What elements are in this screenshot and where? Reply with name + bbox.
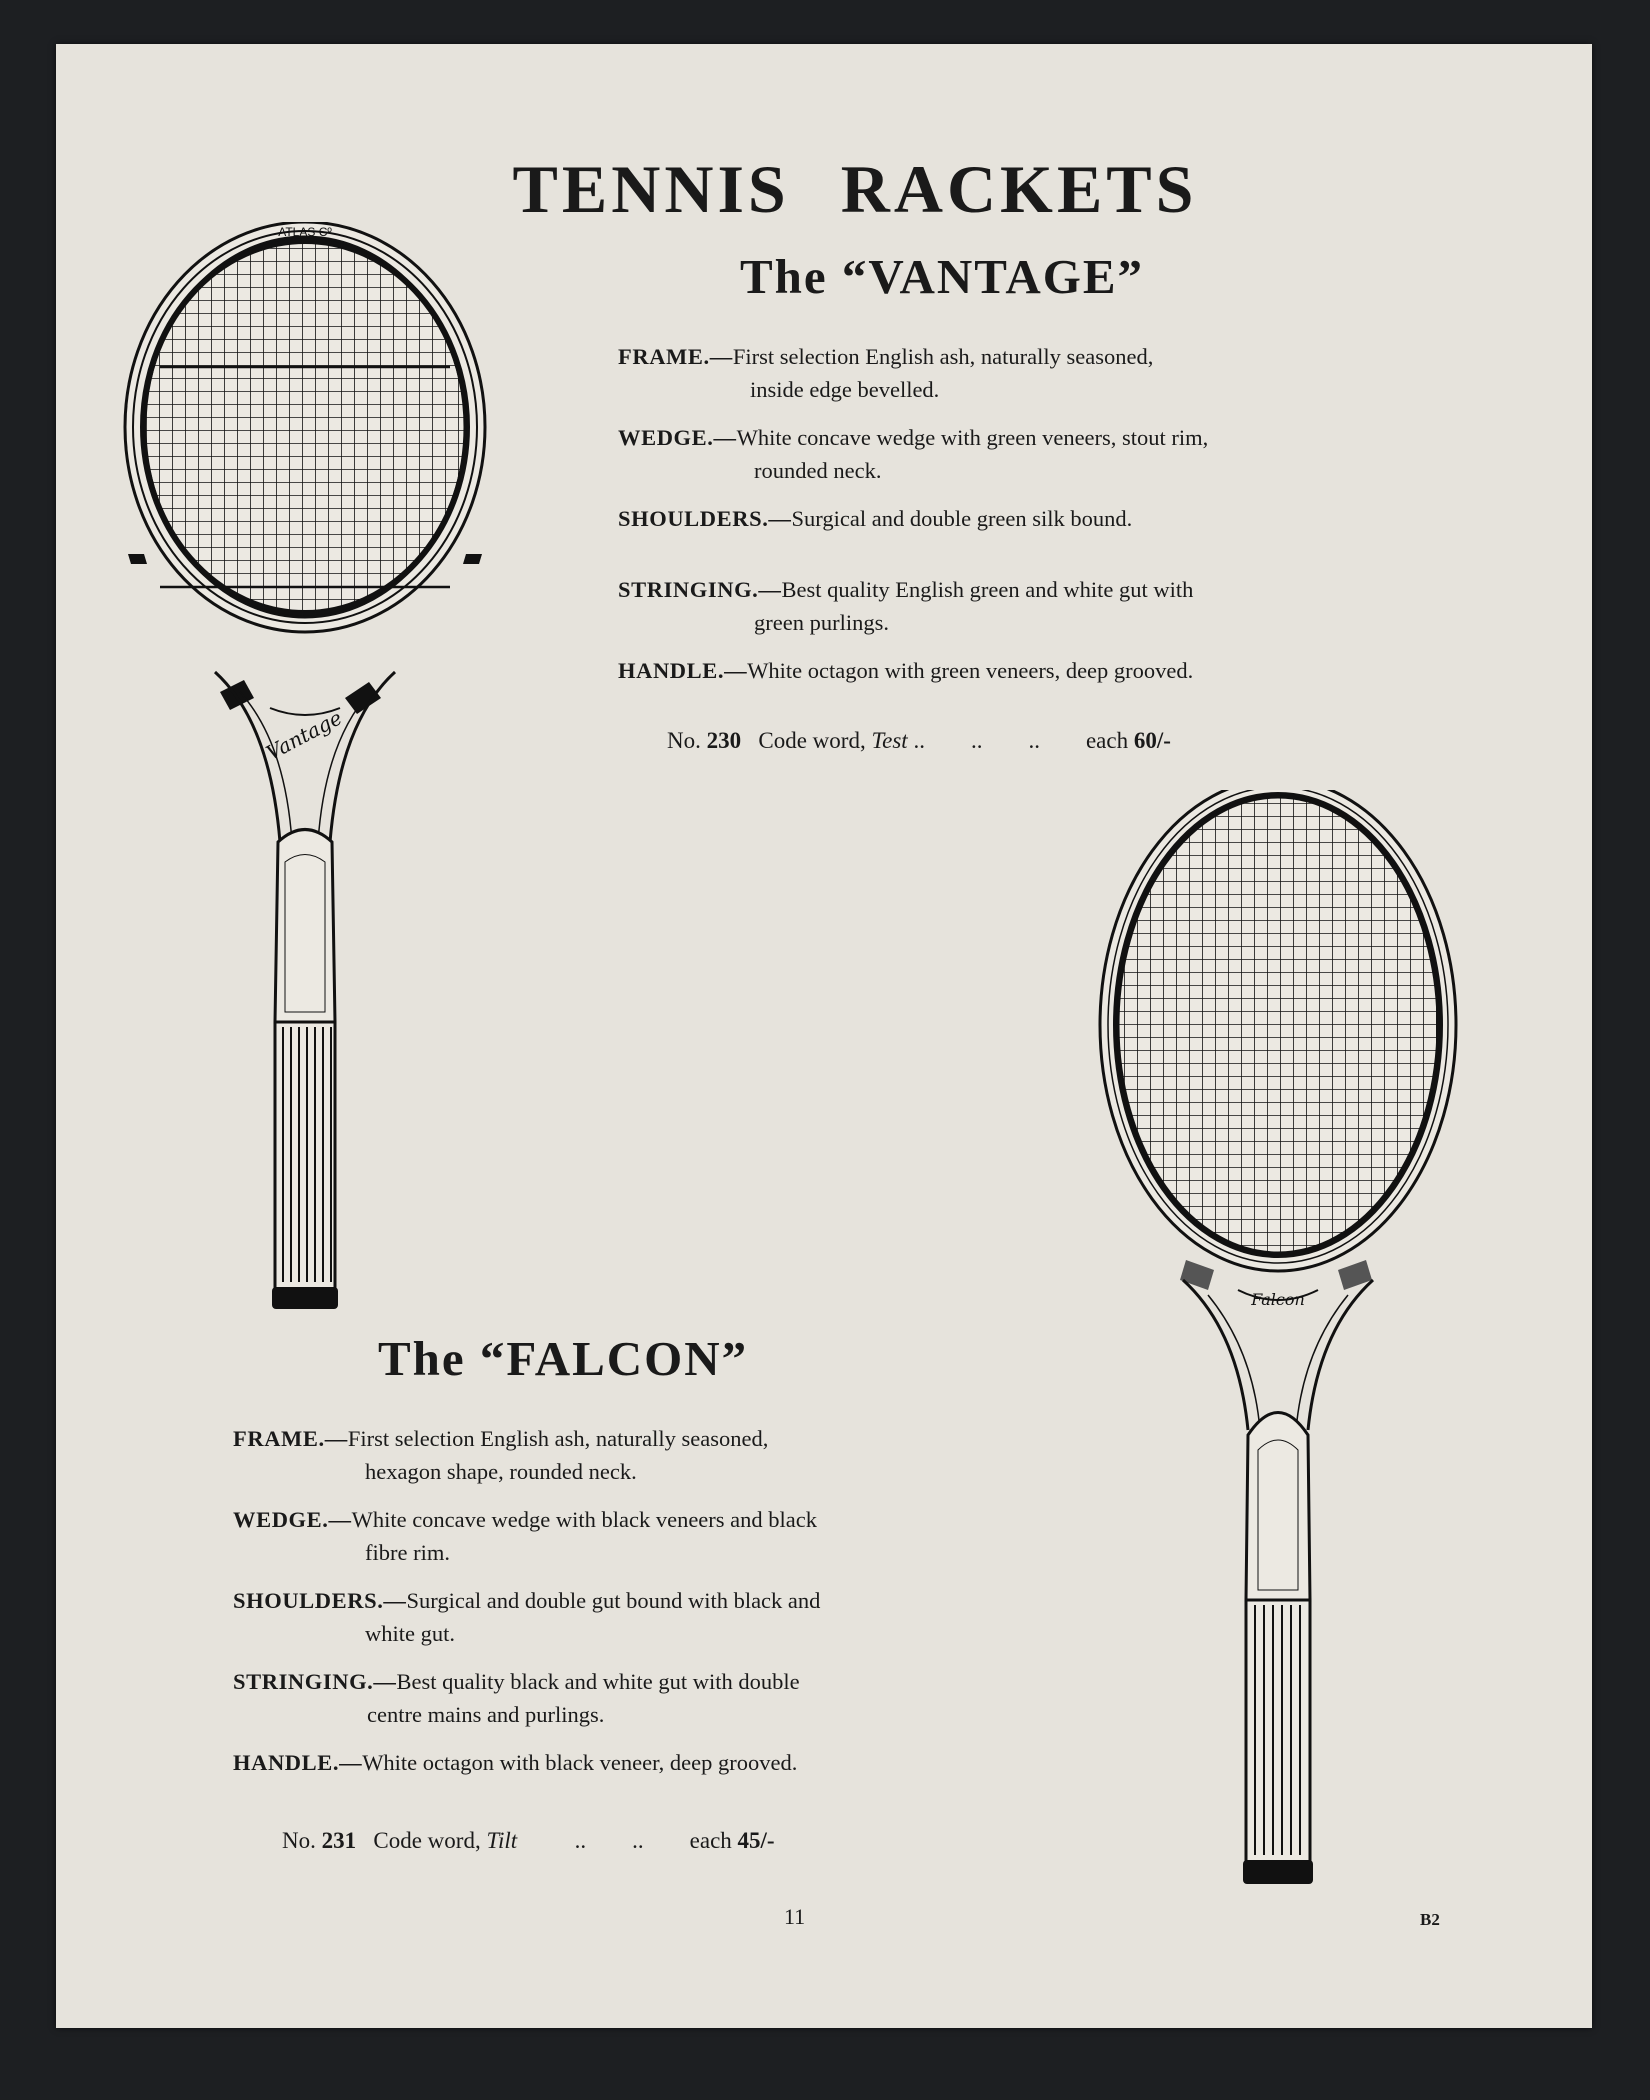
spec-text: White concave wedge with green veneers, stout rim,	[736, 425, 1209, 450]
falcon-specifications	[233, 1422, 969, 1794]
spec-label: STRINGING.—	[618, 577, 782, 602]
spec-text: White concave wedge with black veneers and black	[351, 1507, 818, 1532]
spec-wedge	[618, 421, 1350, 487]
spec-text: Best quality black and white gut with double	[396, 1669, 800, 1694]
code-word: Tilt	[486, 1828, 518, 1853]
item-number-label: No.	[667, 728, 701, 753]
item-number: 231	[321, 1828, 357, 1853]
page-number: 11	[784, 1904, 806, 1929]
spec-shoulders	[233, 1584, 969, 1650]
spec-text: First selection English ash, naturally seasoned,	[732, 344, 1154, 369]
vantage-racket-logo: Vantage	[262, 705, 346, 766]
leader-dots: .. .. ..	[913, 728, 1040, 753]
spec-label: HANDLE.—	[233, 1750, 363, 1775]
spec-text: Surgical and double gut bound with black and	[406, 1588, 821, 1613]
spec-label: FRAME.—	[233, 1426, 348, 1451]
code-word: Test	[871, 728, 908, 753]
spec-continuation: centre mains and purlings.	[367, 1702, 605, 1727]
spec-frame	[618, 340, 1350, 406]
leader-dots: .. ..	[574, 1828, 644, 1853]
falcon-racket-logo: Falcon	[1251, 1290, 1305, 1309]
spec-continuation: white gut.	[365, 1621, 455, 1646]
spec-text: White octagon with green veneers, deep grooved.	[747, 658, 1194, 683]
spec-label: SHOULDERS.—	[233, 1588, 407, 1613]
atlas-brand-mark: ATLAS Cº	[278, 225, 332, 239]
spec-text: First selection English ash, naturally seasoned,	[347, 1426, 769, 1451]
vantage-racket-illustration	[120, 222, 490, 1317]
spec-continuation: inside edge bevelled.	[750, 377, 940, 402]
spec-continuation: rounded neck.	[754, 458, 882, 483]
vantage-specifications	[618, 340, 1350, 702]
spec-label: FRAME.—	[618, 344, 733, 369]
spec-stringing	[233, 1665, 969, 1731]
sheet-code: B2	[1420, 1910, 1440, 1929]
each-label: each	[689, 1828, 732, 1853]
spec-handle	[618, 654, 1350, 687]
falcon-racket-illustration	[1098, 790, 1460, 1890]
spec-continuation: hexagon shape, rounded neck.	[365, 1459, 637, 1484]
page-title: TENNIS RACKETS	[512, 151, 1198, 227]
code-word-label: Code word,	[373, 1828, 481, 1853]
item-number: 230	[706, 728, 742, 753]
spec-handle	[233, 1746, 969, 1779]
vantage-price-line	[667, 728, 1171, 754]
code-word-label: Code word,	[758, 728, 866, 753]
price-amount: 60/-	[1133, 728, 1171, 753]
spec-stringing	[618, 573, 1350, 639]
spec-label: STRINGING.—	[233, 1669, 397, 1694]
falcon-price-line	[282, 1828, 775, 1854]
spec-text: Surgical and double green silk bound.	[791, 506, 1133, 531]
spec-continuation: green purlings.	[754, 610, 889, 635]
spec-continuation: fibre rim.	[365, 1540, 450, 1565]
each-label: each	[1085, 728, 1129, 753]
spec-label: WEDGE.—	[618, 425, 737, 450]
vantage-title: The “VANTAGE”	[740, 249, 1145, 304]
spec-shoulders	[618, 502, 1350, 535]
spec-frame	[233, 1422, 969, 1488]
spec-label: HANDLE.—	[618, 658, 748, 683]
spec-label: WEDGE.—	[233, 1507, 352, 1532]
falcon-title: The “FALCON”	[378, 1331, 749, 1386]
spec-text: Best quality English green and white gut with	[781, 577, 1194, 602]
price-amount: 45/-	[737, 1828, 775, 1853]
spec-wedge	[233, 1503, 969, 1569]
item-number-label: No.	[282, 1828, 316, 1853]
spec-text: White octagon with black veneer, deep grooved.	[362, 1750, 798, 1775]
spec-label: SHOULDERS.—	[618, 506, 792, 531]
